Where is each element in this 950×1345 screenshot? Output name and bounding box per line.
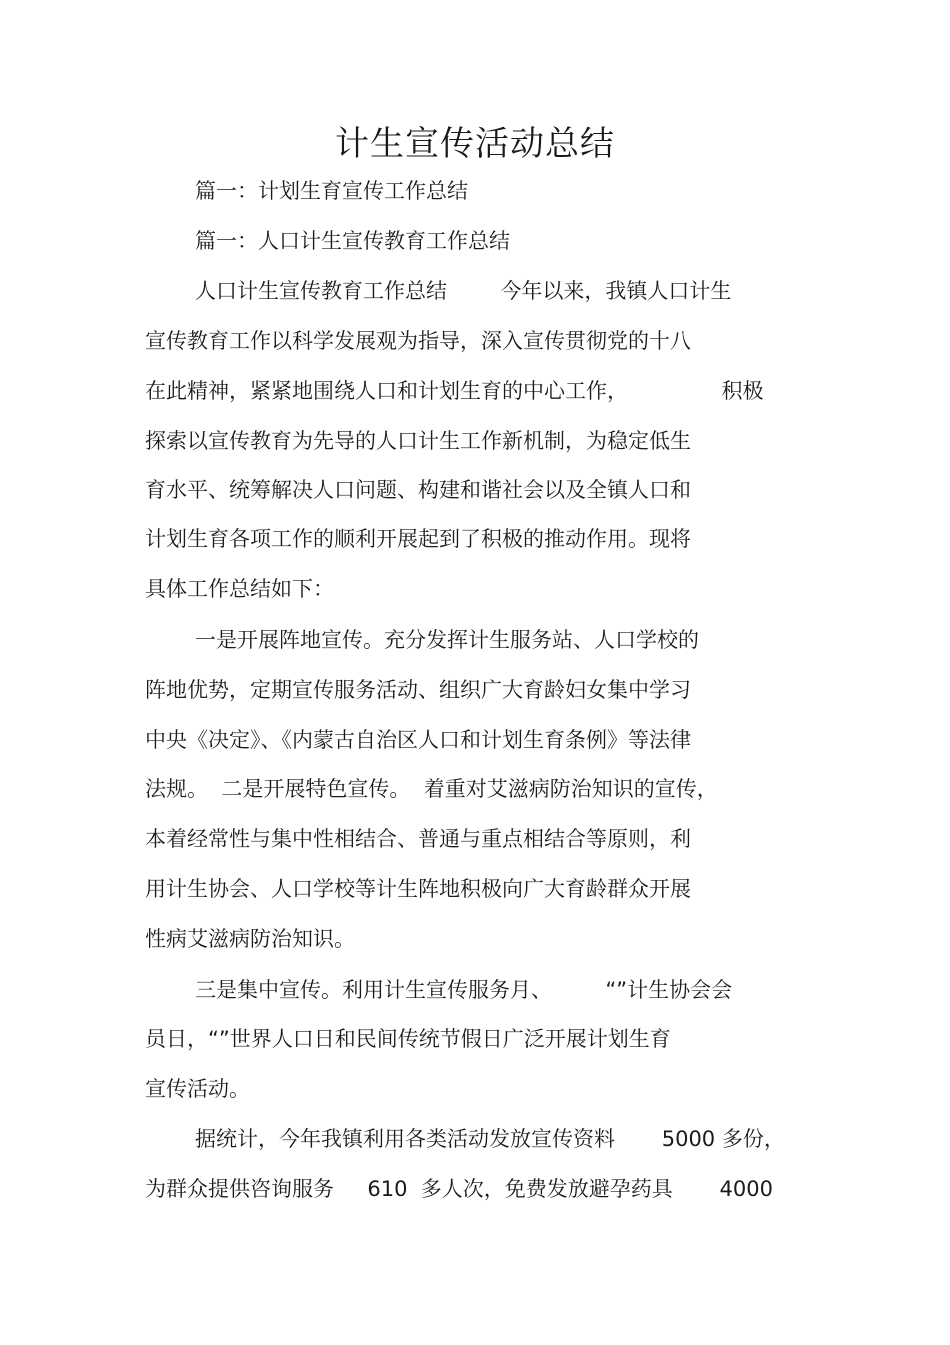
paragraph-line: 具体工作总结如下： <box>145 577 334 601</box>
paragraph-line: 人口计生宣传教育工作总结 今年以来，我镇人口计生 <box>195 279 732 303</box>
paragraph-line: 用计生协会、人口学校等计生阵地积极向广大育龄群众开展 <box>145 877 691 901</box>
paragraph-line: 中央《决定》、《内蒙古自治区人口和计划生育条例》等法律 <box>145 728 691 752</box>
paragraph-line: 员日，“”世界人口日和民间传统节假日广泛开展计划生育 <box>145 1027 671 1051</box>
paragraph-line: 宣传教育工作以科学发展观为指导，深入宣传贯彻党的十八 <box>145 329 691 353</box>
paragraph-line: 法规。 二是开展特色宣传。 着重对艾滋病防治知识的宣传， <box>145 777 718 801</box>
paragraph-line: 本着经常性与集中性相结合、普通与重点相结合等原则，利 <box>145 827 691 851</box>
paragraph-line: 一是开展阵地宣传。充分发挥计生服务站、人口学校的 <box>195 628 699 652</box>
document-title: 计生宣传活动总结 <box>335 124 615 164</box>
paragraph-line: 在此精神，紧紧地围绕人口和计划生育的中心工作， 积极 <box>145 379 764 403</box>
paragraph-line: 性病艾滋病防治知识。 <box>145 927 355 951</box>
paragraph-line: 据统计，今年我镇利用各类活动发放宣传资料 5000 多份， <box>195 1127 785 1151</box>
paragraph-line: 为群众提供咨询服务 610 多人次，免费发放避孕药具 4000 <box>145 1177 773 1201</box>
paragraph-line: 育水平、统筹解决人口问题、构建和谐社会以及全镇人口和 <box>145 478 691 502</box>
paragraph-line: 阵地优势，定期宣传服务活动、组织广大育龄妇女集中学习 <box>145 678 691 702</box>
paragraph-line: 探索以宣传教育为先导的人口计生工作新机制，为稳定低生 <box>145 429 691 453</box>
heading-line-1: 篇一：计划生育宣传工作总结 <box>195 179 468 203</box>
paragraph-line: 宣传活动。 <box>145 1077 250 1101</box>
paragraph-line: 三是集中宣传。利用计生宣传服务月、 “”计生协会会 <box>195 978 733 1002</box>
paragraph-line: 计划生育各项工作的顺利开展起到了积极的推动作用。现将 <box>145 527 691 551</box>
heading-line-2: 篇一：人口计生宣传教育工作总结 <box>195 229 510 253</box>
